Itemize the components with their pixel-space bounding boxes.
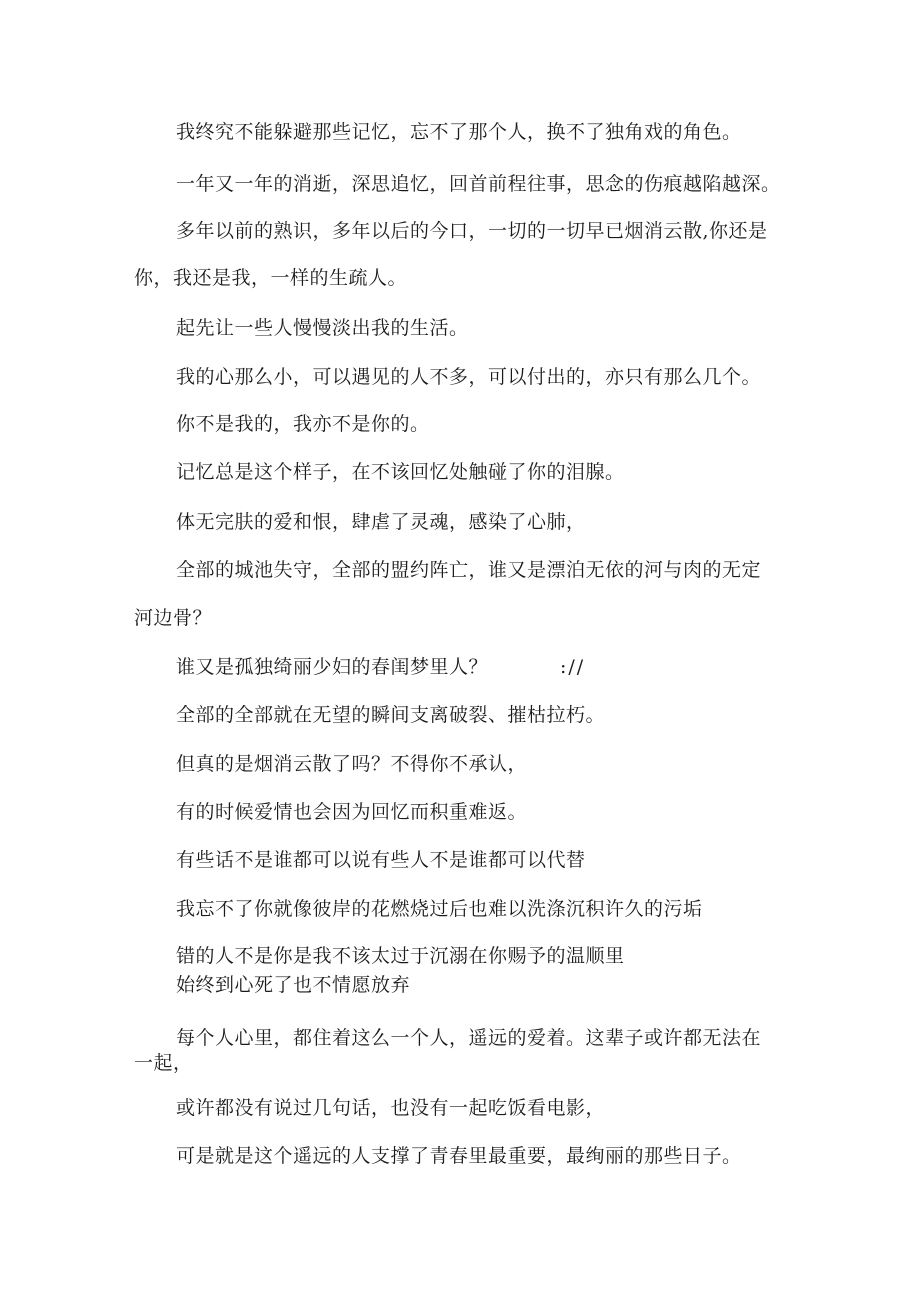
- paragraph-line-20: 每个人心里，都住着这么一个人，遥远的爱着。这辈子或许都无法在: [176, 1027, 762, 1049]
- paragraph-line-18: 错的人不是你是我不该太过于沉溺在你赐予的温顺里: [176, 945, 625, 967]
- paragraph-line-13: 全部的全部就在无望的瞬间支离破裂、摧枯拉朽。: [176, 704, 606, 726]
- paragraph-line-3: 多年以前的熟识，多年以后的今口，一切的一切早已烟消云散,你还是: [176, 220, 768, 242]
- paragraph-line-15: 有的时候爱情也会因为回忆而积重难返。: [176, 801, 528, 823]
- paragraph-line-1: 我终究不能躲避那些记忆，忘不了那个人，换不了独角戏的角色。: [176, 121, 742, 143]
- paragraph-line-7: 你不是我的，我亦不是你的。: [176, 413, 430, 435]
- paragraph-line-8: 记忆总是这个样子，在不该回忆处触碰了你的泪腺。: [176, 461, 625, 483]
- paragraph-line-14: 但真的是烟消云散了吗？不得你不承认，: [176, 753, 528, 775]
- paragraph-line-6: 我的心那么小，可以遇见的人不多，可以付出的，亦只有那么几个。: [176, 366, 762, 388]
- paragraph-line-17: 我忘不了你就像彼岸的花燃烧过后也难以洗涤沉积许久的污垢: [176, 898, 703, 920]
- paragraph-line-23: 可是就是这个遥远的人支撑了青春里最重要，最绚丽的那些日子。: [176, 1145, 742, 1167]
- paragraph-line-12: 谁又是孤独绮丽少妇的春闺梦里人？: [176, 656, 489, 678]
- paragraph-line-2: 一年又一年的消逝，深思追忆，回首前程往事，思念的伤痕越陷越深。: [176, 173, 781, 195]
- paragraph-line-4: 你，我还是我，一样的生疏人。: [134, 267, 408, 289]
- paragraph-line-21: 一起，: [134, 1052, 193, 1074]
- paragraph-line-9: 体无完肤的爱和恨，肆虐了灵魂，感染了心肺，: [176, 511, 586, 533]
- paragraph-line-16: 有些话不是谁都可以说有些人不是谁都可以代替: [176, 849, 586, 871]
- paragraph-line-19: 始终到心死了也不情愿放弃: [176, 974, 411, 996]
- paragraph-line-10: 全部的城池失守，全部的盟约阵亡，谁又是漂泊无依的河与肉的无定: [176, 559, 762, 581]
- paragraph-line-12-suffix: ://: [560, 656, 586, 678]
- paragraph-line-22: 或许都没有说过几句话，也没有一起吃饭看电影，: [176, 1097, 606, 1119]
- paragraph-line-5: 起先让一些人慢慢淡出我的生活。: [176, 317, 469, 339]
- paragraph-line-11: 河边骨？: [134, 607, 213, 629]
